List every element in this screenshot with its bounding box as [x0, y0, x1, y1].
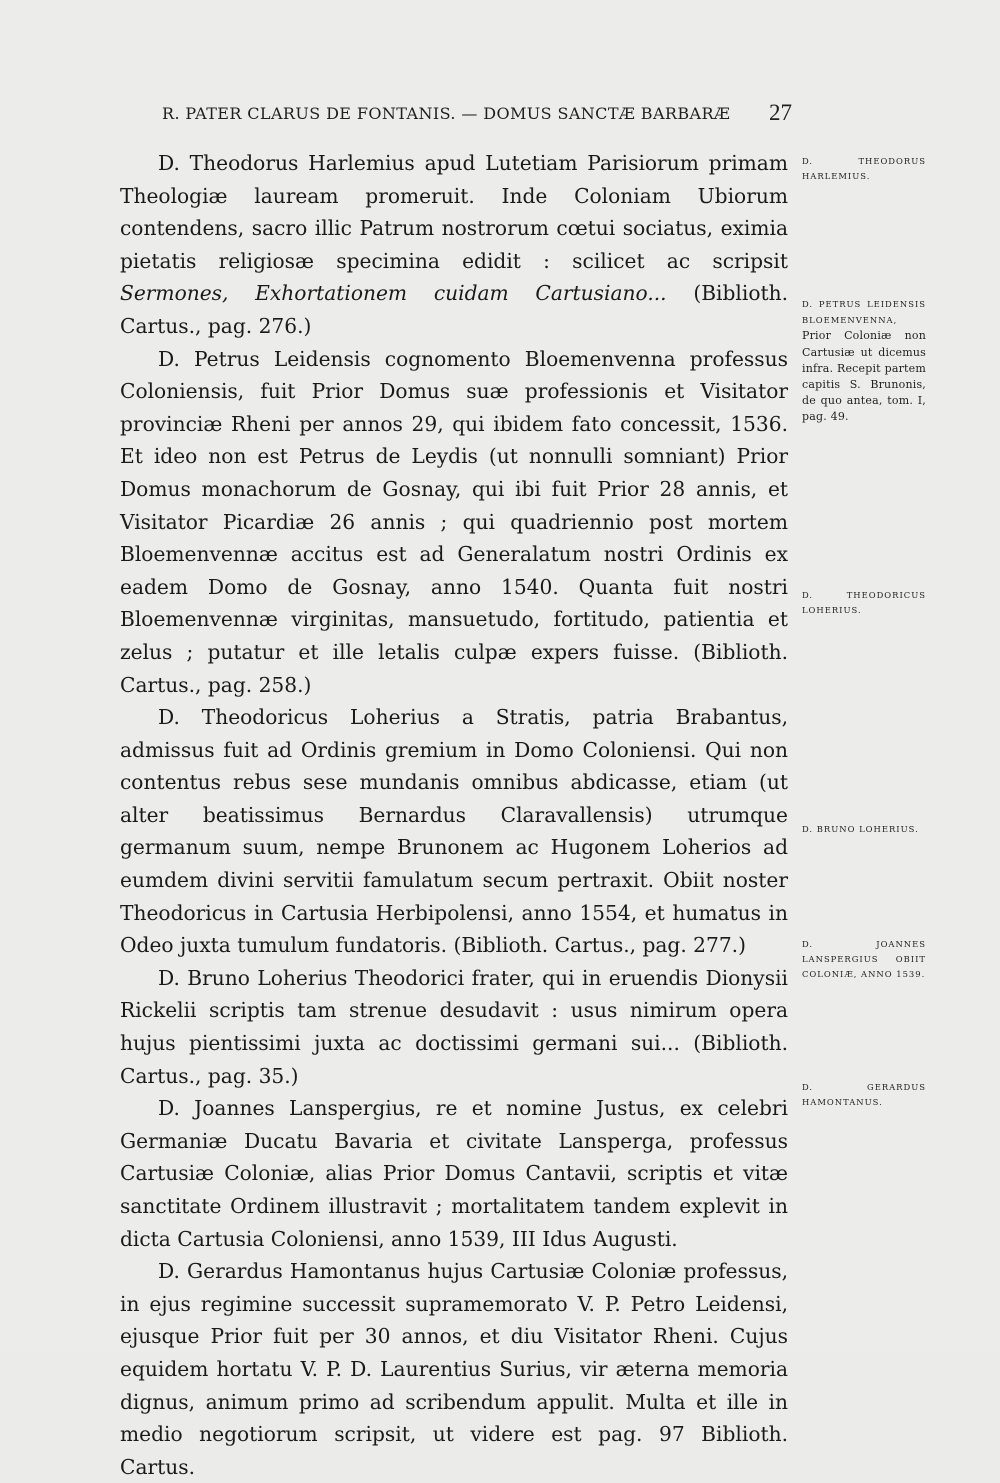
margin-note-caps: D. JOANNES LANSPERGIUS OBIIT COLONIÆ, ANNO 1539.: [802, 939, 926, 980]
margin-note-hamontanus: [802, 1080, 926, 1110]
margin-note-text: Prior Coloniæ non Cartusiæ ut dicemus infra. Recepit partem capitis S. Brunonis, de quo antea, tom. I, pag. 49.: [802, 329, 926, 424]
italic-title: Sermones, Exhortationem cuidam Cartusiano...: [120, 281, 667, 306]
paragraph-leidensis: D. Petrus Leidensis cognomento Bloemenvenna professus Coloniensis, fuit Prior Domus suæ professionis et Visitator provinciæ Rheni per annos 29, qui ibidem fato concessit, 1536. Et ideo non est Petrus de Leydis (ut nonnulli somniant) Prior Domus monachorum de Gosnay, qui ibi fuit Prior 28 annis, et Visitator Picardiæ 26 annis ; qui quadriennio post mortem Bloemenvennæ accitus est ad Generalatum nostri Ordinis ex eadem Domo de Gosnay, anno 1540. Quanta fuit nostri Bloemenvennæ virginitas, mansuetudo, fortitudo, patientia et zelus ; putatur et ille letalis culpæ expers fuisse. (Biblioth. Cartus., pag. 258.): [120, 346, 788, 697]
running-head: [162, 100, 794, 130]
margin-note-leidensis: [802, 297, 926, 426]
main-text: [120, 147, 788, 1483]
margin-note-caps: D. THEODORUS HARLEMIUS.: [802, 156, 926, 182]
margin-note-bruno: [802, 822, 926, 837]
paragraph-lanspergius: D. Joannes Lanspergius, re et nomine Justus, ex celebri Germaniæ Ducatu Bavaria et civitate Lansperga, professus Cartusiæ Coloniæ, alias Prior Domus Cantavii, scriptis et vitæ sanctitate Ordinem illustravit ; mortalitatem tandem explevit in dicta Cartusia Coloniensi, anno 1539, III Idus Augusti.: [120, 1096, 788, 1251]
margin-note-theodoricus: [802, 588, 926, 618]
margin-note-caps: D. THEODORICUS LOHERIUS.: [802, 590, 926, 616]
paragraph-theodoricus: D. Theodoricus Loherius a Stratis, patria Brabantus, admissus fuit ad Ordinis gremium in Domo Coloniensi. Qui non contentus rebus sese mundanis omnibus abdicasse, etiam (ut alter beatissimus Bernardus Claravallensis) utrumque germanum suum, nempe Brunonem ac Hugonem Loherios ad eumdem divini servitii famulatum secum pertraxit. Obiit noster Theodoricus in Cartusia Herbipolensi, anno 1554, et humatus in Odeo juxta tumulum fundatoris. (Biblioth. Cartus., pag. 277.): [120, 705, 788, 958]
margin-note-caps: D. PETRUS LEIDENSIS BLOEMENVENNA,: [802, 299, 926, 326]
running-title: R. PATER CLARUS DE FONTANIS. — DOMUS SANCTÆ BARBARÆ: [162, 104, 731, 123]
paragraph-text: D. Theodorus Harlemius apud Lutetiam Parisiorum primam Theologiæ lauream promeruit. Inde Coloniam Ubiorum contendens, sacro illic Patrum nostrorum cœtui sociatus, eximia pietatis religiosæ specimina edidit : scilicet ac scripsit: [120, 151, 788, 273]
paragraph-harlemius: [120, 147, 788, 343]
paragraph-text: (Biblioth. Cartus., pag. 276.): [120, 281, 789, 338]
margin-note-caps: D. GERARDUS HAMONTANUS.: [802, 1082, 926, 1108]
margin-note-harlemius: [802, 154, 926, 184]
margin-note-caps: D. BRUNO LOHERIUS.: [802, 824, 919, 834]
paragraph-bruno: D. Bruno Loherius Theodorici frater, qui in eruendis Dionysii Rickelii scriptis tam strenue desudavit : usus nimirum opera hujus pientissimi juxta ac doctissimi germani sui... (Biblioth. Cartus., pag. 35.): [120, 965, 788, 1088]
paragraph-hamontanus: D. Gerardus Hamontanus hujus Cartusiæ Coloniæ professus, in ejus regimine successit supramemorato V. P. Petro Leidensi, ejusque Prior fuit per 30 annos, et diu Visitator Rheni. Cujus equidem hortatu V. P. D. Laurentius Surius, vir æterna memoria dignus, animum primo ad scribendum appulit. Multa et ille in medio negotiorum scripsit, ut videre est pag. 97 Biblioth. Cartus.: [120, 1259, 788, 1479]
margin-note-lanspergius: [802, 937, 926, 983]
page-number: 27: [769, 100, 792, 125]
